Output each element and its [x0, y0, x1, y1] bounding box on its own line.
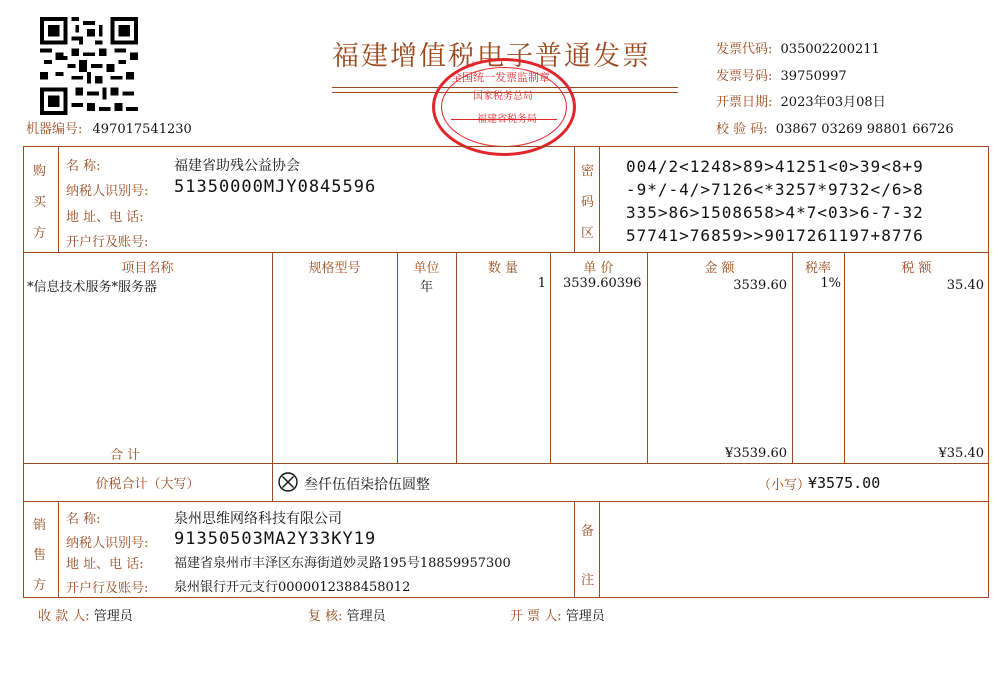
cipher-line-1: 004/2<1248>89>41251<0>39<8+9 — [626, 157, 924, 176]
seller-name-label: 名 称: — [66, 512, 101, 527]
buyer-taxid: 51350000MJY0845596 — [174, 177, 377, 197]
seller-address: 福建省泉州市丰泽区东海街道妙灵路195号18859957300 — [174, 556, 511, 571]
item-name: *信息技术服务*服务器 — [27, 280, 158, 295]
buyer-char-1: 购 — [33, 164, 47, 179]
stamp-middle-text: 国家税务总局 — [473, 91, 533, 102]
cross-circle-icon — [278, 472, 298, 492]
invoice-number: 发票号码: 39750997 — [716, 69, 847, 84]
stamp-bottom-text: 福建省税务局 — [477, 114, 537, 125]
footer-payee: 收 款 人: 管理员 — [38, 609, 133, 624]
machine-number: 机器编号: 497017541230 — [26, 122, 192, 137]
buyer-name-label: 名 称: — [66, 159, 101, 174]
cipher-line-3: 335>86>1508658>4*7<03>6-7-32 — [626, 203, 924, 222]
seller-taxid: 91350503MA2Y33KY19 — [174, 529, 377, 549]
seller-bank: 泉州银行开元支行0000012388458012 — [174, 580, 411, 595]
buyer-char-3: 方 — [33, 226, 47, 241]
col-header-tax: 税 额 — [901, 261, 932, 276]
cipher-line-2: -9*/-4/>7126<*3257*9732</6>8 — [626, 180, 924, 199]
item-price: 3539.60396 — [563, 276, 642, 291]
item-unit: 年 — [419, 280, 433, 295]
invoice-code: 发票代码: 035002200211 — [716, 42, 880, 57]
col-header-name: 项目名称 — [121, 261, 174, 276]
cipher-char-1: 密 — [581, 164, 595, 179]
total-lowercase-label: （小写） — [758, 478, 811, 493]
buyer-bank-label: 开户行及账号: — [66, 235, 149, 250]
divider-total — [23, 501, 989, 502]
cipher-line-4: 57741>76859>>9017261197+8776 — [626, 226, 924, 245]
seller-bank-label: 开户行及账号: — [66, 581, 149, 596]
remarks-char-1: 备 — [581, 524, 595, 539]
seller-char-2: 售 — [33, 548, 47, 563]
seller-char-3: 方 — [33, 578, 47, 593]
seller-address-label: 地 址、电 话: — [66, 557, 144, 572]
footer-drawer: 开 票 人: 管理员 — [510, 609, 605, 624]
col-header-qty: 数 量 — [487, 261, 519, 276]
buyer-name: 福建省助残公益协会 — [174, 158, 300, 174]
invoice-title: 福建增值税电子普通发票 — [332, 41, 651, 72]
item-tax-rate: 1% — [820, 276, 841, 291]
col-header-amount: 金 额 — [704, 261, 735, 276]
issue-date: 开票日期: 2023年03月08日 — [716, 95, 886, 110]
col-header-spec: 规格型号 — [308, 261, 361, 276]
item-amount: 3539.60 — [733, 278, 787, 293]
subtotal-amount: ¥3539.60 — [724, 446, 787, 461]
total-label: 价税合计（大写） — [95, 477, 200, 492]
seller-char-1: 销 — [33, 518, 47, 533]
cipher-char-3: 区 — [581, 226, 595, 241]
check-code: 校 验 码: 03867 03269 98801 66726 — [716, 122, 954, 137]
official-stamp — [432, 58, 576, 156]
subtotal-label: 合 计 — [110, 448, 141, 463]
col-header-price: 单 价 — [583, 261, 614, 276]
col-header-tax-rate: 税率 — [804, 261, 831, 276]
item-tax: 35.40 — [946, 278, 984, 293]
qr-code — [40, 17, 138, 115]
buyer-taxid-label: 纳税人识别号: — [66, 184, 149, 199]
seller-name: 泉州思维网络科技有限公司 — [174, 511, 342, 527]
footer-reviewer: 复 核: 管理员 — [308, 609, 386, 624]
divider-items — [23, 463, 989, 464]
buyer-char-2: 买 — [33, 195, 47, 210]
total-lowercase: ¥3575.00 — [808, 474, 881, 492]
total-uppercase: 叁仟伍佰柒拾伍圆整 — [304, 477, 430, 493]
col-header-unit: 单位 — [413, 261, 440, 276]
stamp-top-text: 全国统一发票监制章 — [451, 71, 550, 84]
seller-taxid-label: 纳税人识别号: — [66, 536, 149, 551]
item-qty: 1 — [537, 276, 546, 291]
buyer-address-label: 地 址、电 话: — [66, 210, 144, 225]
subtotal-tax: ¥35.40 — [938, 446, 984, 461]
cipher-char-2: 码 — [581, 195, 595, 210]
remarks-char-2: 注 — [581, 573, 595, 588]
